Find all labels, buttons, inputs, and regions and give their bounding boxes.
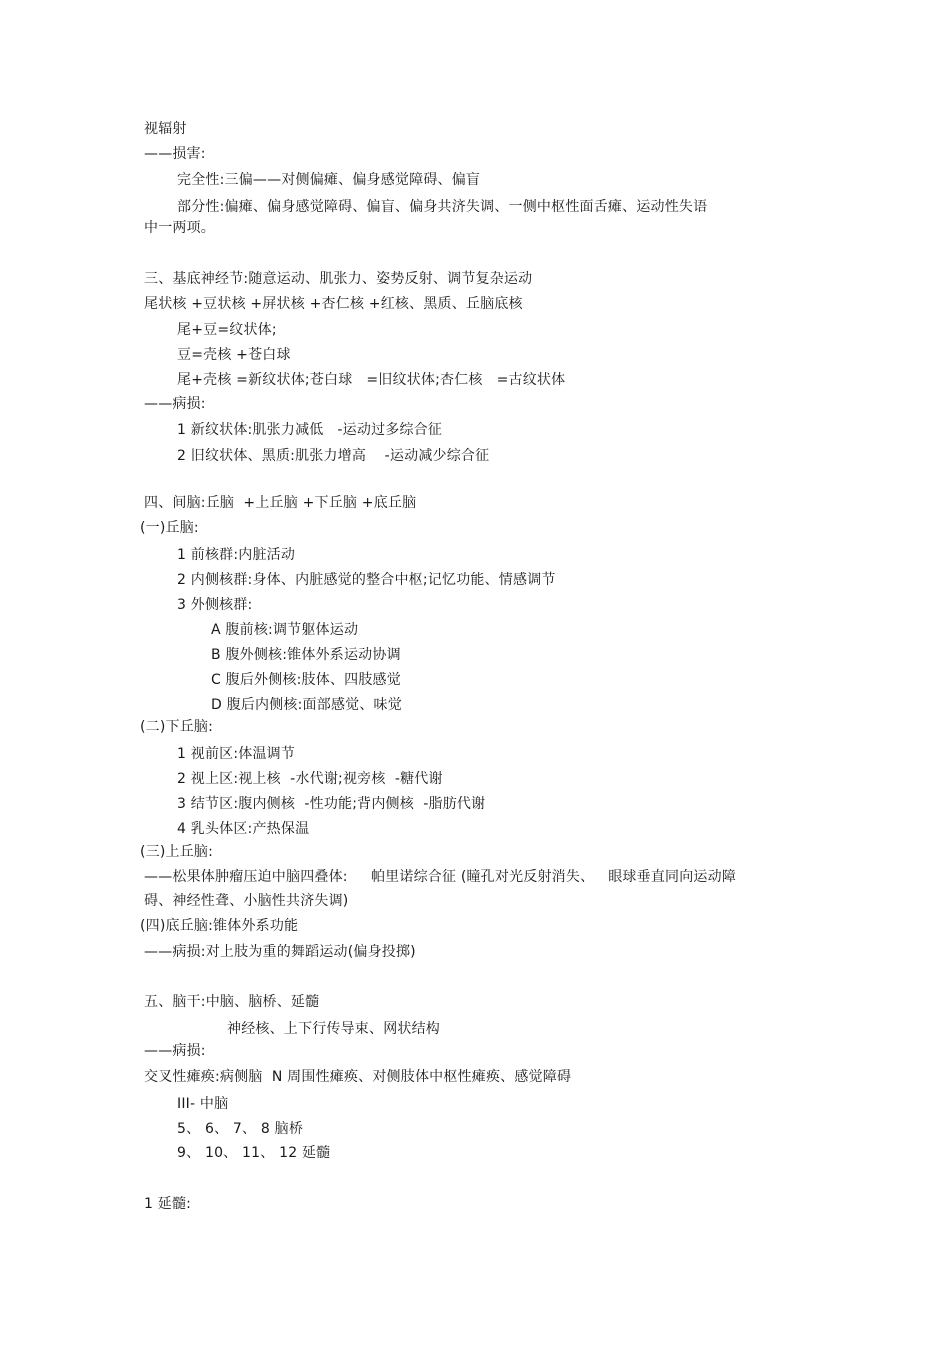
text-line: 3 外侧核群:	[177, 597, 253, 613]
subsection-heading: (二)下丘脑:	[140, 719, 214, 735]
text-line: 2 旧纹状体、黑质:肌张力增高 -运动减少综合征	[177, 448, 490, 464]
text-line: ——病损:对上肢为重的舞蹈运动(偏身投掷)	[144, 944, 416, 960]
text-line: 尾+豆=纹状体;	[177, 322, 277, 338]
text-line: 1 延髓:	[144, 1196, 192, 1212]
text-line: 1 前核群:内脏活动	[177, 547, 296, 563]
text-line: 3 结节区:腹内侧核 -性功能;背内侧核 -脂肪代谢	[177, 796, 486, 812]
text-line: 尾+壳核 =新纹状体;苍白球 =旧纹状体;杏仁核 =古纹状体	[177, 372, 566, 388]
text-line: 视辐射	[144, 121, 187, 137]
text-line: 中一两项。	[144, 220, 215, 236]
section-heading: 三、基底神经节:随意运动、肌张力、姿势反射、调节复杂运动	[144, 271, 533, 287]
text-line: D 腹后内侧核:面部感觉、味觉	[211, 697, 402, 713]
text-line: 交叉性瘫痪:病侧脑 N 周围性瘫痪、对侧肢体中枢性瘫痪、感觉障碍	[144, 1069, 572, 1085]
text-line: ——损害:	[144, 146, 206, 162]
text-line: 2 内侧核群:身体、内脏感觉的整合中枢;记忆功能、情感调节	[177, 572, 556, 588]
text-line: C 腹后外侧核:肢体、四肢感觉	[211, 672, 401, 688]
subsection-heading: (一)丘脑:	[140, 520, 199, 536]
section-heading: 四、间脑:丘脑 +上丘脑 +下丘脑 +底丘脑	[144, 495, 417, 511]
text-line: ——病损:	[144, 396, 206, 412]
text-line: ——病损:	[144, 1043, 206, 1059]
text-line: 碍、神经性聋、小脑性共济失调)	[144, 893, 349, 909]
text-line: A 腹前核:调节躯体运动	[211, 622, 359, 638]
text-line: ——松果体肿瘤压迫中脑四叠体: 帕里诺综合征 (瞳孔对光反射消失、 眼球垂直同向运动障	[144, 869, 737, 885]
text-line: 完全性:三偏——对侧偏瘫、偏身感觉障碍、偏盲	[177, 172, 481, 188]
text-line: 部分性:偏瘫、偏身感觉障碍、偏盲、偏身共济失调、一侧中枢性面舌瘫、运动性失语	[177, 199, 708, 215]
text-line: 4 乳头体区:产热保温	[177, 821, 310, 837]
section-heading: 五、脑干:中脑、脑桥、延髓	[144, 994, 320, 1010]
subsection-heading: (三)上丘脑:	[140, 844, 214, 860]
text-line: 1 视前区:体温调节	[177, 746, 296, 762]
text-line: III- 中脑	[177, 1096, 229, 1112]
text-line: 2 视上区:视上核 -水代谢;视旁核 -糖代谢	[177, 771, 443, 787]
text-line: 神经核、上下行传导束、网状结构	[227, 1021, 440, 1037]
text-line: 5、 6、 7、 8 脑桥	[177, 1121, 304, 1137]
text-line: 1 新纹状体:肌张力减低 -运动过多综合征	[177, 422, 443, 438]
text-line: B 腹外侧核:锥体外系运动协调	[211, 647, 401, 663]
text-line: 豆=壳核 +苍白球	[177, 347, 291, 363]
text-line: 9、 10、 11、 12 延髓	[177, 1145, 331, 1161]
subsection-heading: (四)底丘脑:锥体外系功能	[140, 918, 299, 934]
text-line: 尾状核 +豆状核 +屏状核 +杏仁核 +红核、黑质、丘脑底核	[144, 296, 523, 312]
